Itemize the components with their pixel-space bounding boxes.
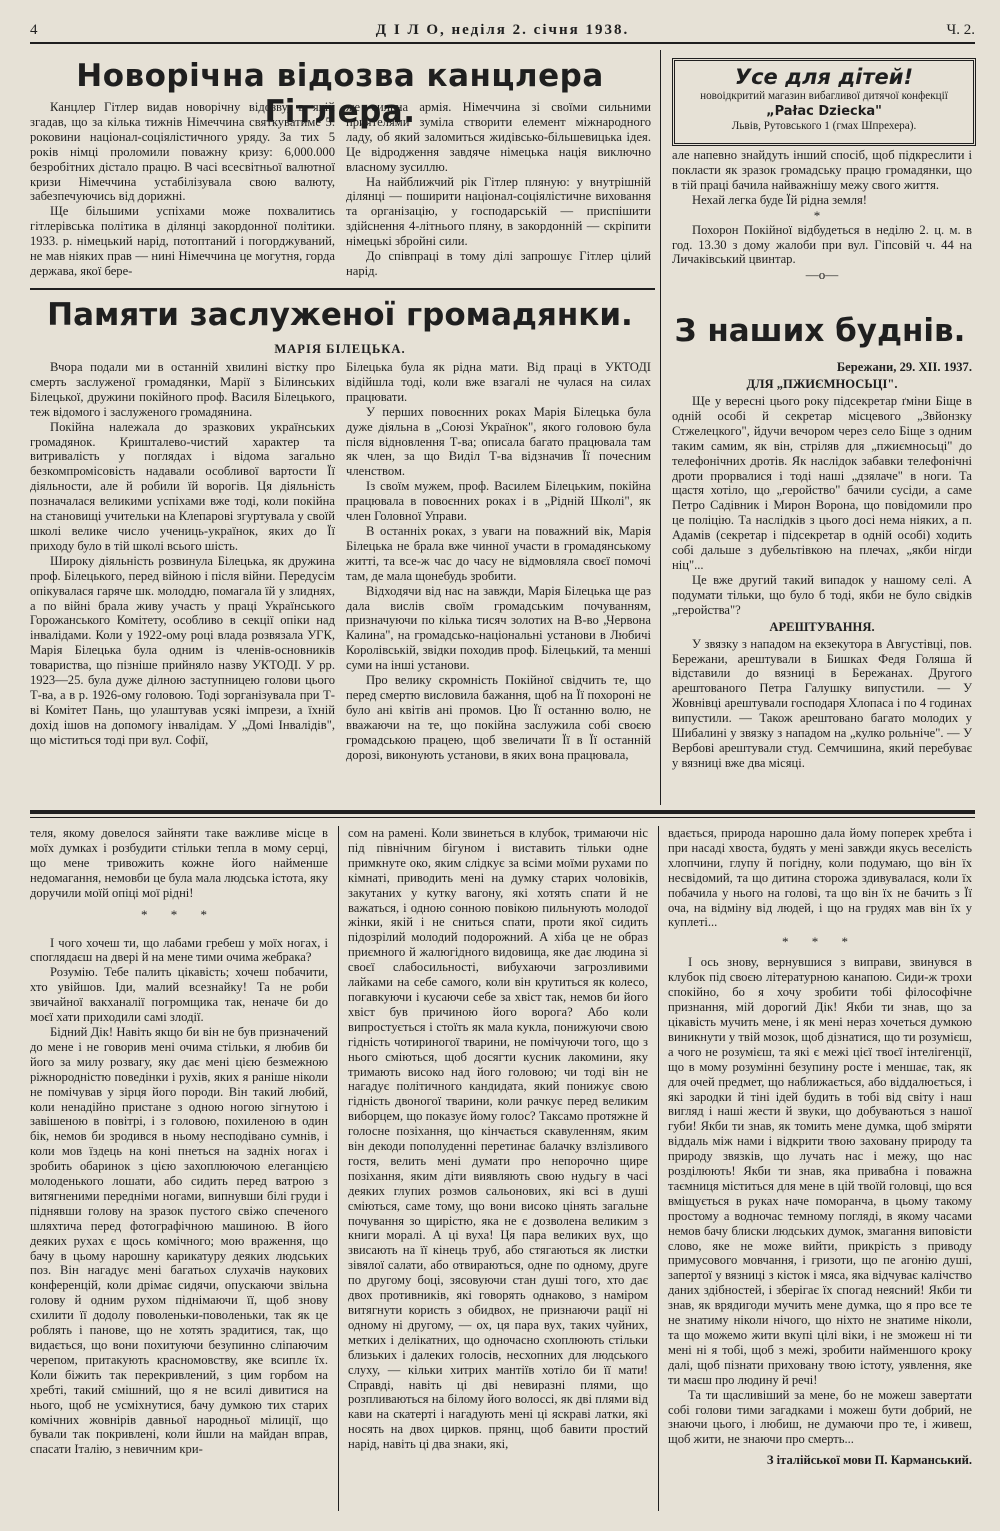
paragraph: І чого хочеш ти, що лабами гребеш у моїх ногах, і споглядаєш на двері й на мене тими очима жебрака? bbox=[30, 935, 328, 965]
paragraph: Із своїм мужем, проф. Василем Білецьким, покійна працювала в повоєнних роках і в „Рідній Школі", як член Головної Управи. bbox=[346, 479, 651, 524]
paragraph: Це вже другий такий випадок у нашому селі. А подумати тільки, що було б тоді, якби не було свідків „геройства"? bbox=[672, 572, 972, 617]
paragraph: Та ти щасливіший за мене, бо не можеш завертати собі голови тими загадками і можеш бути добрий, не знаючи цього, і любиш, не думаючи про те, і живеш, щоб жити, не знаючи про смерть... bbox=[668, 1387, 972, 1447]
paragraph: І ось знову, вернувшися з виправи, звинувся в клубок під своєю літературною канапою. Сиди-ж трохи спокійно, бо я хочу зробити тобі філософічне признання, мій дорогий Дік! Якби ти знав, що за цікавість мучить мене, і як мені нераз хочеться думкою виникнути у твій мозок, щоб дізнатися, що ти розумієш, а чого не розумієш, та які є межі цієї твоєї інтелігенції, що в мому розумінні безупину росте і меншає, так, як для очей предмет, що наближається, або віддалюється, і які зародки й тіні ідей будить в тобі від світу і наш вигляд і наші жести й звуки, що добуваються з нашої губи! Якби ти знав, як томить мене думка, щоб зміряти віддаль між нами і відкрити твою заховану природу та природу звязків, що лучать нас і межу, що нас розділюють! Якби ти знав, яка привабна і поважна таємниця міститься для мене в цій твоїй головці, що вся вміщується в руках наче поморанча, в цьому такому простому а водночас темному погляді, в якому часами немов бачу блиски людських думок, змагання виповісти слово, яке не може вийти, прикрість з приводу примусового мовчання, і гризоти, що пе агонію душі, запертої у вязниці з кісток і мяса, яка відчуває калічство даних здібностей, і зберігає їх спогад неясний! Якби ти знав, як врядигоди мучить мене думка, що я про все те не знатиму ніколи нічого, що ніхто не знатиме ніколи, та що можемо жити вкупі цілі віки, і не зможеш ні ти мені ні я тобі, щоб з межі, зробити найменшого кроку далі, щоб пізнати приховану твою істоту, уявлення, яке ти маєш про людину й речі! bbox=[668, 955, 972, 1387]
paragraph: Відходячи від нас на завжди, Марія Білецька ще раз дала вислів своїм громадським почуванням, призначуючи по кілька тисяч золотих на В-во „Червона Калина", на громадсько-національні установи в Любичі Королівській, звідки походив проф. Білецький, та менші суми на інші установи. bbox=[346, 583, 651, 673]
story-divider-2 bbox=[658, 826, 659, 1511]
masthead-title: Д І Л О, неділя 2. січня 1938. bbox=[375, 22, 630, 38]
paragraph: Широку діяльність розвинула Білецька, як дружина проф. Білецького, перед війною і після війни. Передусім опікувалася гаряче шк. молоддю, помагала їй у злиднях, а по війні брала живу участь у праці Українського Горожанського Комітету, особливо в секції опіки над інвалідами. Коли у 1922-ому році влада розвязала УГК, Марія Білецька була одним із членів-основників товариства, що пізніше прийняло назву УКТОДІ. У рр. 1923—25. була дуже ділною заступницею голови цього Т-ва, а в р. 1926-ому головою. Тоді зорганізувала при Т-ві Комітет Пань, що улаштував усякі імпрези, а їхній дохід ішов на допомогу інвалідам. У „Домі Інвалідів", що міститься тоді при вул. Софії, bbox=[30, 553, 335, 747]
paragraph: же сильна армія. Німеччина зі своїми сильними приятелями зуміла створити елемент міжнародного ладу, об який заломиться жидівсько-більшевицька ідея. Це відродження завдяче німецька нація виключно власному зусиллю. bbox=[346, 100, 651, 174]
paragraph: Покійна належала до зразкових українських громадянок. Кришталево-чистий характер та витривалість у поглядах і відома загально безкомпромісовість надавали особливої вартости Її діяльности, але й робили їй ворогів. Ця діяльність позначалася великими успіхами вже тоді, коли покійна на становищі учительки на Клепарові згуртувала у своїй школі велике число учениць-українок, яких до Її приходу було в тій школі всього шість. bbox=[30, 419, 335, 553]
paragraph: Вчора подали ми в останній хвилині вістку про смерть заслуженої громадянки, Марії з Білинських Білецької, дружини покійного проф. Василя Білецького, теж відомого і заслуженого громадянина. bbox=[30, 360, 335, 419]
issue-number: Ч. 2. bbox=[946, 22, 975, 38]
hitler-headline: Новорічна відозва канцлера Гітлера. bbox=[76, 58, 604, 130]
paragraph: Про велику скромність Покійної свідчить те, що перед смертю висловила бажання, щоб на Її похороні не було ані квітів ані промов. Цю Її останню волю, не вважаючи на те, що покійна заслужила собі своєю громадською працею, щоб звеличати Її в Її останній дорозі, виконують установи, в яких вона працювала, bbox=[346, 673, 651, 762]
story-col-2 bbox=[348, 826, 648, 1452]
story-col-1 bbox=[30, 826, 328, 1457]
story-col-3 bbox=[668, 826, 972, 1468]
advertisement-box bbox=[672, 58, 976, 146]
memory-col-1 bbox=[30, 360, 335, 748]
paragraph: Білецька була як рідна мати. Від праці в УКТОДІ відійшла тоді, коли вже взагалі не чулася на силах працювати. bbox=[346, 360, 651, 404]
paragraph: Ще у вересні цього року підсекретар ґміни Біще в одній особі й секретар місцевого „Звйонзку Стжелецкого", йдучи вечором через село Біще з одним таким самим, як він, стріляв для „пжиємносьці" до телефонічних дротів. Як наслідок забавки телефонічні дроти прорвалися і тоді наші „дзялаче" в ноги. Та щастя хотіло, що „геройство" бачили сусіди, а саме Петро Садівник і Мирон Ворона, що повідомили про це поліцію. Та наслідків з цього досі нема ніяких, а п. Адамів (секретар і підсекретар в одній особі) ходить собі дальше з дубельтівкою на плечах, „якби нігди ніц"... bbox=[672, 394, 972, 572]
paragraph: Бідний Дік! Навіть якщо би він не був призначений до мене і не говорив мені очима стільки, я любив би його за милу розвагу, яку дає мені цією безмежною ріжнородністю поведінки і рухів, яких я раніше ніколи не помічував у зірця його породи. Він такий любий, коли ненадійно пристане з одною ногою зігнутою і завішеною в повітрі, і з головою, похиленою в один бік, немов би зродився в ньому несподівано сумнів, і коли мов їздець на коні пнеться на задніх ногах і зробить обаринок з цією захоплюючою елеганцією молоденького лошати, або сидить перед ватрою з витягненими передніми ногами, випнувши білі груди і піднявши голову на зразок пустого свіжо спеченого шляхтича перед фотографічною машиною. В його деяких рухах є щось комічного; мою враження, що бачу в цьому нарошну карикатуру деяких людських поз. Він нагадує мені багатьох слухачів наукових конференцій, коли дрімає сидячи, опускаючи звільна голову й одним рухом піднімаючи її, щоб знову схилити її додолу поволеньки-поволеньки, так як це роблять і панове, що не хотять зрадитися, так, що видається, що вони похитуючи безупинно сліпаючим черепом, притакують красномовству, яке всиплє їх. Коли біжить так перекривлений, з цим горбом на хребті, такий смішний, що я не всилі дивитися на нього, щоб не усміхнутися, бачу думкою тих старих комічних жовнірів давньої народньої мілиції, що бували так покривлені, коли йшли на майдан вправ, спасати Італію, з невичним кри- bbox=[30, 1024, 328, 1457]
paragraph: До співпраці в тому ділі запрошує Гітлер цілий нарід. bbox=[346, 249, 651, 278]
everyday-column bbox=[672, 360, 972, 771]
asterisk: * bbox=[813, 207, 831, 223]
column-divider-top bbox=[660, 50, 661, 805]
paragraph: У звязку з нападом на екзекутора в Августівці, пов. Бережани, арештували в Бишках Федя Голяша й відставили до вязниці в Бережанах. Другого арештованого Петра Галушку випустили. — У Жовнівці арештували господаря Хлопаса і по 4 годинах випустили. — Також арештовано багато молодих у Шибалині у звязку з нападом на „кулко рольніче". — У Вербові арештували студ. Семчишина, який перебуває у вязниці вже два місяці. bbox=[672, 636, 972, 770]
paragraph: Розумію. Тебе палить цікавість; хочеш побачити, хто увійшов. Іди, малий всезнайку! Та не роби звичайної вакханалії погромщика так, неначе би до моєї хати приходили самі злодії. bbox=[30, 965, 328, 1025]
ad-description: новоідкритий магазин вибагливої дитячої конфекції bbox=[700, 90, 948, 102]
section-separator-thin bbox=[30, 817, 975, 818]
paragraph: сом на рамені. Коли звинеться в клубок, тримаючи ніс під північним бігуном і виставить тільки одне примкнуте око, яким слідкує за всіми моїми рухами по кімнаті, приводить мені на думку старих чоловіків, закутаних у кутку вагону, які хотять спати й не важаться, і одною сонною повікою пильнують молодої жінки, якій і не сниться спати, проти якої сидить підозрілий молодий подорожний. А хіба це не образ приємного й жалюгідного видовища, яке дає людина зі своєї слабосильності, вибухаючи загрозливими лайками на себе самого, коли він крутиться як колесо, погавкуючи і кусаючи себе за хвіст так, немов би його хвіст був причиною його ворога? Або коли випростується і стоїть як мала кукла, понижуючи свою гідність чотириногої тварини, не помічуючи того, що з нього сміються, щоб досягти кусник лакомини, яку тримають високо над його головою; чи тоді він не нагадує політичного кандидата, який понижує свою гідність двоногої тварини, коли рачкує перед великим виборцем, що показує йому голос? Таксамо протяжне й голосне позіхання, що кінчається скавуленням, яким він декоди пополуденні перетинає балачку взлізливого гостя, велить мені думати про непорочно щире позіхання, яким діти виявляють свою нудьгу в часі деяких глупих розмов сальонових, які всі в душі сміються, саме тому, що вони високо цінять загальне почування зо щирістю, яка не є дозволена великим з книги моралі. А ці вуха! Ця пара великих вух, що звисають на її кінець труб, або стягаються як листки зівялої салати, або отвираються, одне по одному, друге по другому боці, зясовуючи стан душі того, хто дає двох противників, які говорять однаково, з наміром витягнути користь з обидвох, не признаючи рації ні одному ні другому, — ох, ця пара вух, таких чуйних, метких і делікатних, що одночасно схоплюють стільки близьких і далеких голосів, несхопних для людського слуху, — кільки хитрих мантіїв хотіло би її мати! Справді, навіть ці дві невиразні плями, що розпливаються на білому його волоссі, як дві плями від кави на скатерті і нагадують мені ці яскраві латки, які носять на двох цирков. прянц, щоб бавити простий нарід, навіть ці два знаки, які, bbox=[348, 826, 648, 1452]
paragraph: Канцлер Гітлер видав новорічну відозву, в якій згадав, що за кілька тижнів Німеччина святкуватиме 5. роковини націонал-соціялістичного уряду. За тих 5 років німці проломили поважну кризу: 6,000.000 безробітних дістало працю. В часі всесвітньої валютної кризи Німеччина устабілізувала свою валюту, забезпечуючись від дорижні. bbox=[30, 100, 335, 204]
memory-subtitle: МАРІЯ БІЛЕЦЬКА. bbox=[274, 342, 406, 356]
paragraph: теля, якому довелося зайняти таке важливе місце в моїх думках і розбудити стільки тепла в мому серці, що мене тривожить кожне його найменше недомагання, немовби це була мала людська істота, яку доручили моїй опіці мої рідні! bbox=[30, 826, 328, 900]
obituary-continuation bbox=[672, 148, 972, 282]
dateline: Бережани, 29. XII. 1937. bbox=[836, 360, 972, 374]
separator: —o— bbox=[805, 267, 839, 283]
paragraph: На найближчий рік Гітлер пляную: у внутрішній ділянці — поширити націонал-соціялістичне виховання та організацію, у господарській — приспішити здійснення 4-літнього пляну, в закордонній — скріпити німецькі збройні сили. bbox=[346, 174, 651, 249]
ad-address: Львів, Рутовського 1 (гмах Шпрехера). bbox=[731, 120, 917, 132]
page-number-left: 4 bbox=[30, 22, 38, 38]
memory-col-2 bbox=[346, 360, 651, 762]
hitler-col-1 bbox=[30, 100, 335, 279]
ad-brand: „Pałac Dziecka" bbox=[766, 104, 882, 119]
memory-headline: Памяти заслуженої громадянки. bbox=[47, 297, 633, 333]
masthead-rule bbox=[30, 42, 975, 44]
subhead: АРЕШТУВАННЯ. bbox=[769, 619, 875, 634]
author-signature: З італійської мови П. Карманський. bbox=[766, 1453, 972, 1468]
stars-divider: * * * bbox=[141, 906, 217, 922]
section-separator bbox=[30, 810, 975, 814]
everyday-headline: З наших буднів. bbox=[674, 313, 966, 349]
paragraph: У перших повоєнних роках Марія Білецька була дуже діяльна в „Союзі Українок", якого головою була після відновлення Т-ва; описала багато працювала там як член, за що Виділ Т-ва відзначив Її почесним членством. bbox=[346, 404, 651, 479]
paragraph: Нехай легка буде Їй рідна земля! bbox=[692, 192, 867, 207]
hitler-bottom-rule bbox=[30, 288, 655, 290]
ad-title: Усе для дітей! bbox=[734, 65, 914, 89]
paragraph: Похорон Покійної відбудеться в неділю 2. ц. м. в год. 13.30 з дому жалоби при вул. Гіпсовій ч. 44 на Личаківський цвинтар. bbox=[672, 222, 972, 267]
paragraph: але напевно знайдуть інший спосіб, щоб підкреслити і покласти як зразок громадську працю громадянки, що в тій праці бачила найважнішу межу свого життя. bbox=[672, 148, 972, 192]
story-divider-1 bbox=[338, 826, 339, 1511]
stars-divider: * * * bbox=[782, 934, 858, 950]
paragraph: Ще більшими успіхами може похвалитись гітлерівська політика в ділянці закордонної політики. 1933. р. німецький нарід, потоптаний і погорджуваний, не мав ніяких прав — нині Німеччина це могутня, горда держава, якої бере- bbox=[30, 204, 335, 278]
paragraph: вдається, природа нарошно дала йому поперек хребта і при насаді хвоста, будять у мені завжди якусь веселість хлопчини, глупу й погідну, коли подумаю, що він їх несвідомий, та що дитина сторожа здивувалася, коли їх побачила у нього на голові, та що він їх не бачить з Її оча, на відміну від людей, і що на грудях мав він їх у куплеті... bbox=[668, 826, 972, 930]
hitler-col-2 bbox=[346, 100, 651, 279]
subhead: ДЛЯ „ПЖИЄМНОСЬЦІ". bbox=[746, 377, 898, 391]
paragraph: В останніх роках, з уваги на поважний вік, Марія Білецька не брала вже чинної участи в громадянському житті, та все-ж час до часу не відмовляла своєї помочі там, де мала щонебудь зробити. bbox=[346, 523, 651, 583]
masthead bbox=[30, 22, 975, 44]
